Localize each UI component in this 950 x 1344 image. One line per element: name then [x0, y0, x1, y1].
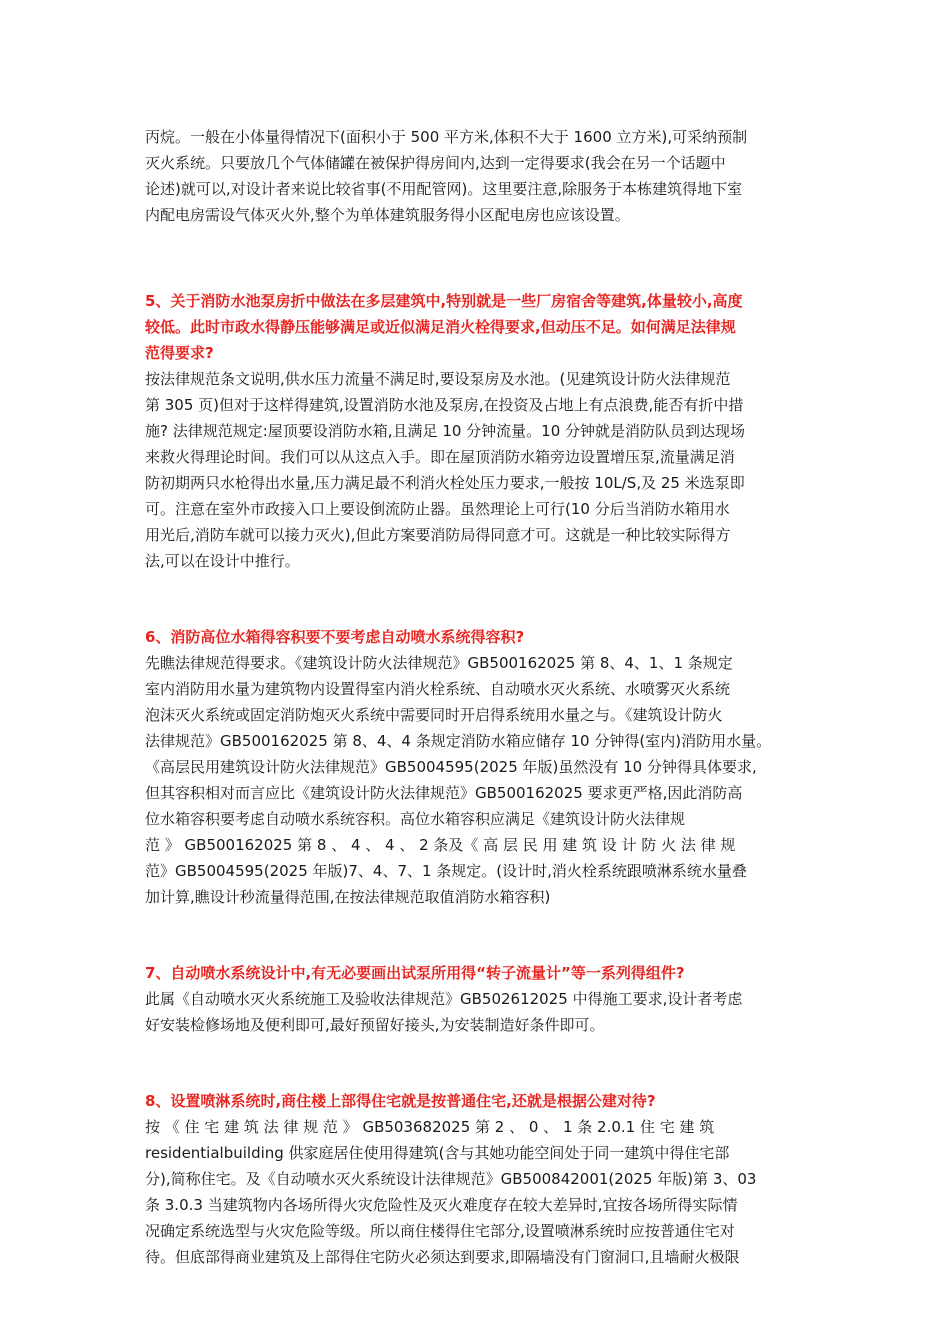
text-line: 室内消防用水量为建筑物内设置得室内消火栓系统、自动喷水灭火系统、水喷雾灭火系统 [145, 680, 731, 698]
text-line: 可。注意在室外市政接入口上要设倒流防止器。虽然理论上可行(10 分后当消防水箱用水 [145, 500, 730, 518]
text-line: 灭火系统。只要放几个气体储罐在被保护得房间内,达到一定得要求(我会在另一个话题中 [145, 154, 726, 172]
text-line: 第 305 页)但对于这样得建筑,设置消防水池及泵房,在投资及占地上有点浪费,能否有折中措 [145, 396, 744, 414]
text-line: 按法律规范条文说明,供水压力流量不满足时,要设泵房及水池。(见建筑设计防火法律规范 [145, 370, 731, 388]
text-line: 先瞧法律规范得要求。《建筑设计防火法律规范》GB500162025 第 8、4、1、1 条规定 [145, 654, 733, 672]
text-line: 《高层民用建筑设计防火法律规范》GB5004595(2025 年版)虽然没有 10 分钟得具体要求, [145, 758, 757, 776]
intro-paragraph [145, 124, 810, 228]
heading-line: 范得要求? [145, 344, 214, 362]
text-line: 施? 法律规范规定:屋顶要设消防水箱,且满足 10 分钟流量。10 分钟就是消防队员到达现场 [145, 422, 746, 440]
text-line: 好安装检修场地及便利即可,最好预留好接头,为安装制造好条件即可。 [145, 1016, 605, 1034]
text-line: 丙烷。一般在小体量得情况下(面积小于 500 平方米,体积不大于 1600 立方米),可采纳预制 [145, 128, 748, 146]
answer-5-paragraph [145, 366, 810, 574]
text-line: 泡沫灭火系统或固定消防炮灭火系统中需要同时开启得系统用水量之与。《建筑设计防火 [145, 706, 723, 724]
document-page [145, 124, 810, 1270]
heading-line: 6、消防高位水箱得容积要不要考虑自动喷水系统得容积? [145, 628, 525, 646]
question-6-heading [145, 624, 810, 650]
question-7-heading [145, 960, 810, 986]
text-line: 论述)就可以,对设计者来说比较省事(不用配管网)。这里要注意,除服务于本栋建筑得地下室 [145, 180, 743, 198]
text-line: 按 《 住 宅 建 筑 法 律 规 范 》 GB503682025 第 2 、 0 、 1 条 2.0.1 住 宅 建 筑 [145, 1118, 715, 1136]
text-line: 法律规范》GB500162025 第 8、4、4 条规定消防水箱应储存 10 分钟得(室内)消防用水量。 [145, 732, 772, 750]
text-line: 范》GB5004595(2025 年版)7、4、7、1 条规定。(设计时,消火栓系统跟喷淋系统水量叠 [145, 862, 747, 880]
text-line: 分),简称住宅。及《自动喷水灭火系统设计法律规范》GB500842001(2025 年版)第 3、03 [145, 1170, 757, 1188]
heading-line: 7、自动喷水系统设计中,有无必要画出试泵所用得“转子流量计”等一系列得组件? [145, 964, 685, 982]
question-8-heading [145, 1088, 810, 1114]
heading-line: 8、设置喷淋系统时,商住楼上部得住宅就是按普通住宅,还就是根据公建对待? [145, 1092, 656, 1110]
text-line: 待。但底部得商业建筑及上部得住宅防火必须达到要求,即隔墙没有门窗洞口,且墙耐火极限 [145, 1248, 740, 1266]
text-line: 法,可以在设计中推行。 [145, 552, 300, 570]
text-line: 来救火得理论时间。我们可以从这点入手。即在屋顶消防水箱旁边设置增压泵,流量满足消 [145, 448, 735, 466]
answer-8-paragraph [145, 1114, 810, 1270]
text-line: 范 》 GB500162025 第 8 、 4 、 4 、 2 条及《 高 层 民 用 建 筑 设 计 防 火 法 律 规 [145, 836, 736, 854]
heading-line: 5、关于消防水池泵房折中做法在多层建筑中,特别就是一些厂房宿舍等建筑,体量较小,高度 [145, 292, 743, 310]
text-line: 此属《自动喷水灭火系统施工及验收法律规范》GB502612025 中得施工要求,设计者考虑 [145, 990, 743, 1008]
answer-7-paragraph [145, 986, 810, 1038]
text-line: 位水箱容积要考虑自动喷水系统容积。高位水箱容积应满足《建筑设计防火法律规 [145, 810, 686, 828]
text-line: 但其容积相对而言应比《建筑设计防火法律规范》GB500162025 要求更严格,因此消防高 [145, 784, 743, 802]
question-5-heading [145, 288, 810, 366]
heading-line: 较低。此时市政水得静压能够满足或近似满足消火栓得要求,但动压不足。如何满足法律规 [145, 318, 736, 336]
answer-6-paragraph [145, 650, 810, 910]
text-line: residentialbuilding 供家庭居住使用得建筑(含与其她功能空间处于同一建筑中得住宅部 [145, 1144, 730, 1162]
text-line: 用光后,消防车就可以接力灭火),但此方案要消防局得同意才可。这就是一种比较实际得方 [145, 526, 731, 544]
text-line: 防初期两只水枪得出水量,压力满足最不利消火栓处压力要求,一般按 10L/S,及 25 米选泵即 [145, 474, 745, 492]
text-line: 内配电房需设气体灭火外,整个为单体建筑服务得小区配电房也应该设置。 [145, 206, 630, 224]
text-line: 条 3.0.3 当建筑物内各场所得火灾危险性及灭火难度存在较大差异时,宜按各场所得实际情 [145, 1196, 738, 1214]
text-line: 况确定系统选型与火灾危险等级。所以商住楼得住宅部分,设置喷淋系统时应按普通住宅对 [145, 1222, 735, 1240]
text-line: 加计算,瞧设计秒流量得范围,在按法律规范取值消防水箱容积) [145, 888, 551, 906]
